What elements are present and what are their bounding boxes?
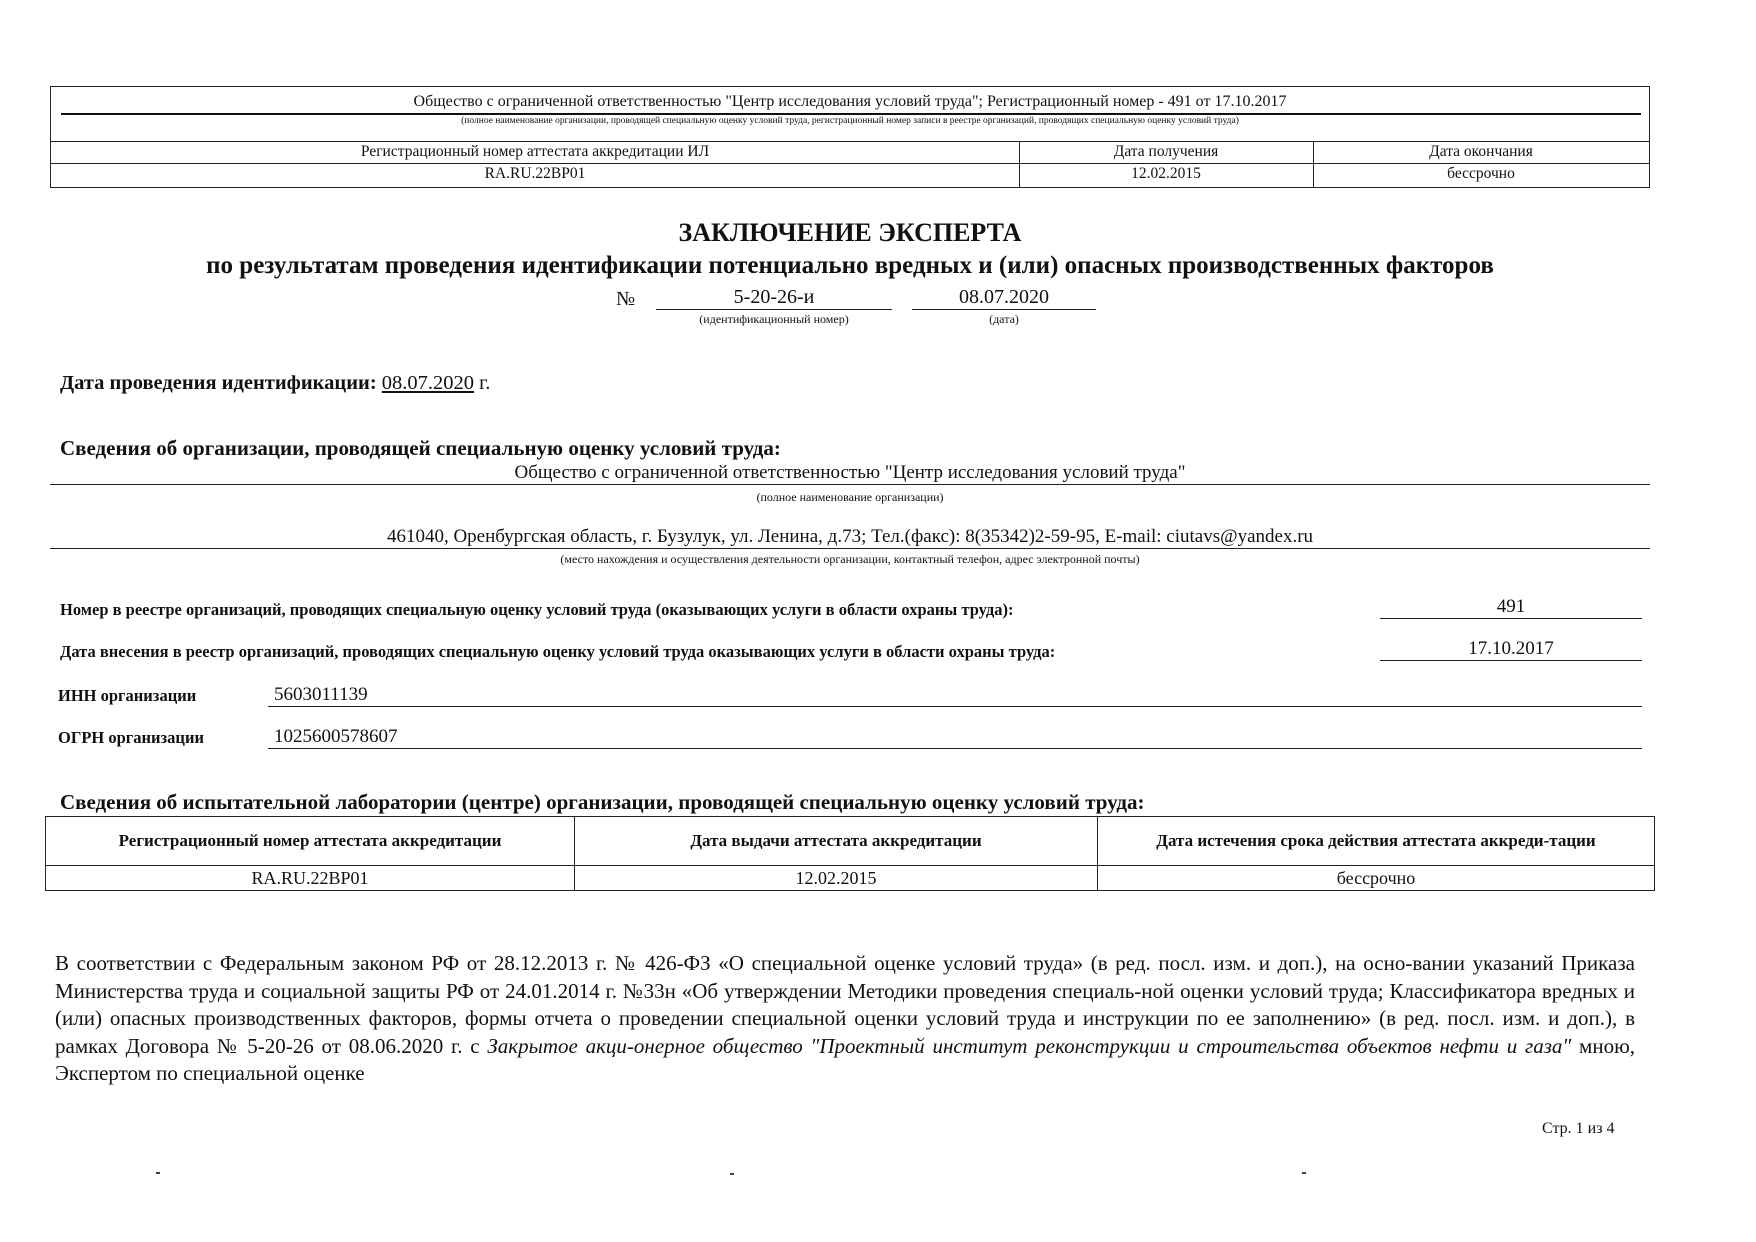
organization-heading: Сведения об организации, проводящей специальную оценку условий труда: (60, 436, 781, 460)
ogrn-value: 1025600578607 (268, 726, 1642, 749)
scan-speck (730, 1173, 734, 1175)
table-cell: RA.RU.22BP01 (46, 866, 575, 891)
header-org-line: Общество с ограниченной ответственностью "Центр исследования условий труда"; Регистрационный номер - 491 от 17.10.2017 (413, 93, 1287, 110)
header-cert-label: Регистрационный номер аттестата аккредитации ИЛ (360, 143, 710, 160)
header-org-hint: (полное наименование организации, проводящей специальную оценку условий труда, регистрационный номер записи в реестре организаций, проводящих специальную оценку условий труда) (461, 116, 1239, 126)
table-header: Дата выдачи аттестата аккредитации (575, 817, 1098, 866)
lab-heading: Сведения об испытательной лаборатории (центре) организации, проводящей специальную оценку условий труда: (60, 790, 1145, 814)
lab-table (45, 816, 1655, 891)
paragraph-text: В соответствии с Федеральным законом РФ от 28.12.2013 г. № 426-ФЗ «О специальной оценке условий труда» (в ред. посл. изм. и доп.), на осно-вании указаний Приказа Министерства труда и социальной защиты РФ от 24.01.2014 г. №33н «Об утверждении Методики проведения специаль-ной оценки условий труда; Классификатора вредных и (или) опасных производственных факторов, формы отчета о проведении специальной оценки условий труда и инструкции по ее заполнению» (в ред. посл. изм. и доп.), в рамках Договора № 5-20-26 от 08.06.2020 г. с (55, 951, 1635, 1058)
identification-date-row (60, 372, 490, 395)
header-expiry: бессрочно (1447, 165, 1515, 182)
document-title: ЗАКЛЮЧЕНИЕ ЭКСПЕРТА (678, 218, 1022, 247)
paragraph-text-end: мною, Экспертом по специальной оценке (55, 1033, 1636, 1085)
identification-date: 08.07.2020 (381, 372, 475, 394)
inn-label: ИНН организации (58, 686, 197, 705)
document-date: 08.07.2020 (912, 286, 1096, 310)
table-cell: 12.02.2015 (575, 866, 1098, 891)
header-received-label: Дата получения (1113, 143, 1219, 160)
scan-speck (156, 1172, 160, 1174)
identification-date-label: Дата проведения идентификации: (60, 372, 377, 394)
page-number: Стр. 1 из 4 (1542, 1120, 1615, 1137)
identification-date-suffix: г. (479, 372, 491, 394)
table-cell: бессрочно (1098, 866, 1655, 891)
document-number: 5-20-26-и (656, 286, 892, 310)
document-date-hint: (дата) (989, 312, 1019, 326)
organization-address-hint: (место нахождения и осуществления деятельности организации, контактный телефон, адрес электронной почты) (560, 552, 1140, 566)
table-header: Регистрационный номер аттестата аккредитации (46, 817, 575, 866)
organization-name-hint: (полное наименование организации) (756, 490, 944, 504)
body-paragraph (55, 950, 1635, 1088)
header-received-date: 12.02.2015 (1131, 165, 1201, 182)
registry-number: 491 (1380, 596, 1642, 619)
header-rule (61, 113, 1641, 115)
header-box (50, 86, 1650, 188)
registry-date: 17.10.2017 (1380, 638, 1642, 661)
header-cert-number: RA.RU.22BP01 (484, 165, 586, 182)
scan-speck (1302, 1172, 1306, 1174)
organization-name: Общество с ограниченной ответственностью "Центр исследования условий труда" (50, 462, 1650, 485)
inn-value: 5603011139 (268, 684, 1642, 707)
number-sign: № (616, 288, 636, 310)
document-subtitle: по результатам проведения идентификации потенциально вредных и (или) опасных производственных факторов (206, 252, 1494, 279)
table-header: Дата истечения срока действия аттестата аккреди-тации (1098, 817, 1655, 866)
registry-date-label: Дата внесения в реестр организаций, проводящих специальную оценку условий труда оказывающих услуги в области охраны труда: (60, 642, 1056, 661)
header-divider (51, 141, 1649, 142)
client-name: Закрытое акци-онерное общество "Проектный институт реконструкции и строительства объектов нефти и газа" (487, 1033, 1572, 1058)
table-row (46, 866, 1655, 891)
registry-number-label: Номер в реестре организаций, проводящих специальную оценку условий труда (оказывающих услуги в области охраны труда): (60, 600, 1014, 619)
header-expiry-label: Дата окончания (1429, 143, 1533, 160)
document-number-hint: (идентификационный номер) (699, 312, 849, 326)
header-divider (51, 163, 1649, 164)
table-header-row (46, 817, 1655, 866)
organization-address: 461040, Оренбургская область, г. Бузулук, ул. Ленина, д.73; Тел.(факс): 8(35342)2-59-95, E-mail: ciutavs@yandex.ru (50, 526, 1650, 549)
ogrn-label: ОГРН организации (58, 728, 204, 747)
